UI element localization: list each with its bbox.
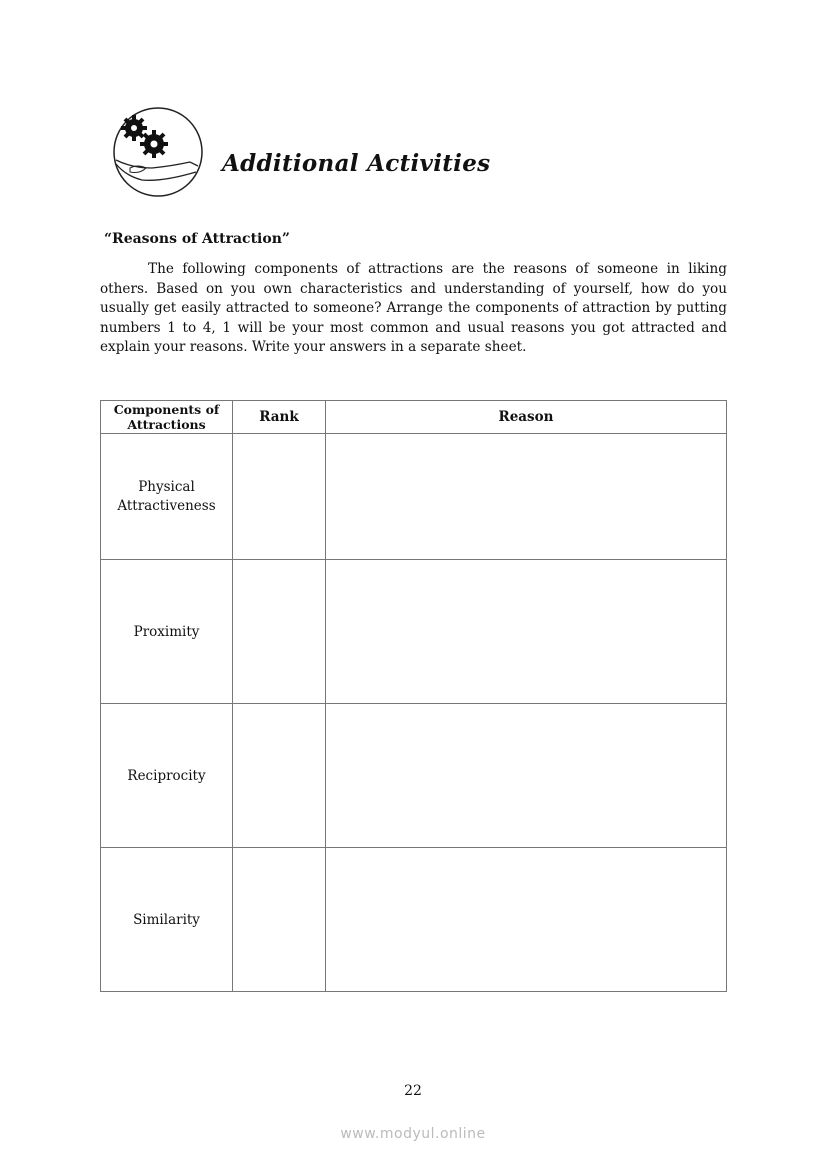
rank-cell[interactable] [233,704,326,848]
component-cell: Reciprocity [101,704,233,848]
component-cell: Similarity [101,848,233,992]
attraction-table [100,400,727,992]
rank-cell[interactable] [233,848,326,992]
reason-cell[interactable] [326,704,727,848]
rank-cell[interactable] [233,560,326,704]
reason-cell[interactable] [326,848,727,992]
table-header-row [101,401,727,434]
page-number: 22 [404,1083,422,1099]
watermark: www.modyul.online [340,1126,486,1142]
component-cell: Physical Attractiveness [101,434,233,560]
reason-cell[interactable] [326,434,727,560]
header-reason: Reason [326,401,727,434]
header-rank: Rank [233,401,326,434]
gears-in-hand-icon [112,106,204,198]
component-cell: Proximity [101,560,233,704]
table-row [101,434,727,560]
section-title: Additional Activities [222,150,491,177]
reason-cell[interactable] [326,560,727,704]
rank-cell[interactable] [233,434,326,560]
activity-title: “Reasons of Attraction” [104,231,290,247]
table-row [101,560,727,704]
table-row [101,848,727,992]
table-row [101,704,727,848]
instructions-paragraph [100,260,727,358]
instructions-text: The following components of attractions are the reasons of someone in liking others. Based on you own characteristics and understanding of yourself, how do you usually get easily attracted to someone? Arrange the components of attraction by putting numbers 1 to 4, 1 will be your most common and usual reasons you got attracted and explain your reasons. Write your answers in a separate sheet. [100,261,727,356]
header-components: Components of Attractions [101,401,233,434]
